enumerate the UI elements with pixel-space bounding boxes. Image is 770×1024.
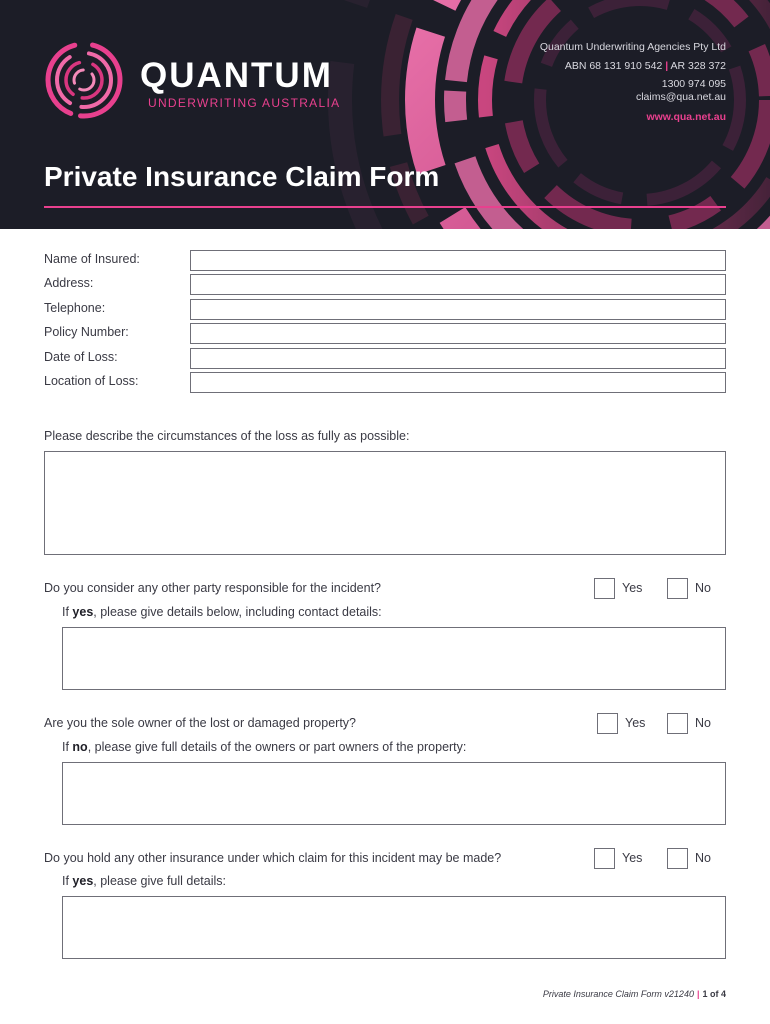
footer-form-name: Private Insurance Claim Form v21240 — [542, 989, 694, 999]
footer-separator: | — [696, 989, 700, 999]
question-sole-owner: Are you the sole owner of the lost or damaged property? — [44, 716, 356, 730]
location-of-loss-field[interactable] — [190, 372, 726, 393]
address-field[interactable] — [190, 274, 726, 295]
sole-owner-yes-checkbox[interactable] — [597, 713, 618, 734]
other-insurance-no-label: No — [695, 851, 711, 865]
page-footer — [543, 989, 726, 999]
date-of-loss-label: Date of Loss: — [44, 350, 118, 364]
sole-owner-yes-label: Yes — [625, 716, 646, 730]
other-insurance-detail-prompt: If yes, please give full details: — [62, 874, 226, 888]
location-of-loss-label: Location of Loss: — [44, 374, 139, 388]
other-insurance-yes-checkbox[interactable] — [594, 848, 615, 869]
policy-number-label: Policy Number: — [44, 325, 129, 339]
email: claims@qua.net.au — [635, 90, 726, 103]
telephone-field[interactable] — [190, 299, 726, 320]
name-of-insured-label: Name of Insured: — [44, 252, 140, 266]
sole-owner-detail-prompt: If no, please give full details of the owners or part owners of the property: — [62, 740, 467, 754]
abn-separator: | — [665, 59, 669, 72]
other-party-yes-label: Yes — [622, 581, 643, 595]
address-label: Address: — [44, 276, 94, 290]
other-insurance-details-textarea[interactable] — [62, 896, 726, 959]
abn-line — [540, 60, 726, 73]
sole-owner-no-label: No — [695, 716, 711, 730]
abn: ABN 68 131 910 542 — [564, 59, 663, 72]
policy-number-field[interactable] — [190, 323, 726, 344]
header-banner — [0, 0, 770, 229]
other-party-details-textarea[interactable] — [62, 627, 726, 690]
page-title: Private Insurance Claim Form — [44, 161, 440, 192]
brand-subtitle: UNDERWRITING AUSTRALIA — [148, 96, 341, 110]
question-other-insurance: Do you hold any other insurance under which claim for this incident may be made? — [44, 851, 502, 865]
ar-number: AR 328 372 — [670, 59, 726, 72]
company-name: Quantum Underwriting Agencies Pty Ltd — [539, 41, 726, 53]
date-of-loss-field[interactable] — [190, 348, 726, 369]
other-party-no-checkbox[interactable] — [667, 578, 688, 599]
other-party-no-label: No — [695, 581, 711, 595]
other-party-yes-checkbox[interactable] — [594, 578, 615, 599]
owners-details-textarea[interactable] — [62, 762, 726, 825]
quantum-logo-icon — [42, 40, 130, 120]
other-insurance-yes-label: Yes — [622, 851, 643, 865]
name-of-insured-field[interactable] — [190, 250, 726, 271]
question-other-party: Do you consider any other party responsible for the incident? — [44, 581, 381, 595]
telephone-label: Telephone: — [44, 301, 106, 315]
sole-owner-no-checkbox[interactable] — [667, 713, 688, 734]
title-divider — [44, 206, 726, 208]
brand-name: QUANTUM — [140, 56, 333, 95]
phone: 1300 974 095 — [661, 78, 726, 90]
circumstances-textarea[interactable] — [44, 451, 726, 555]
other-party-detail-prompt: If yes, please give details below, including contact details: — [62, 605, 382, 619]
website-link[interactable]: www.qua.net.au — [646, 111, 726, 123]
contact-block — [540, 41, 726, 124]
circumstances-prompt: Please describe the circumstances of the loss as fully as possible: — [44, 429, 410, 443]
page-number: 1 of 4 — [702, 989, 726, 999]
other-insurance-no-checkbox[interactable] — [667, 848, 688, 869]
